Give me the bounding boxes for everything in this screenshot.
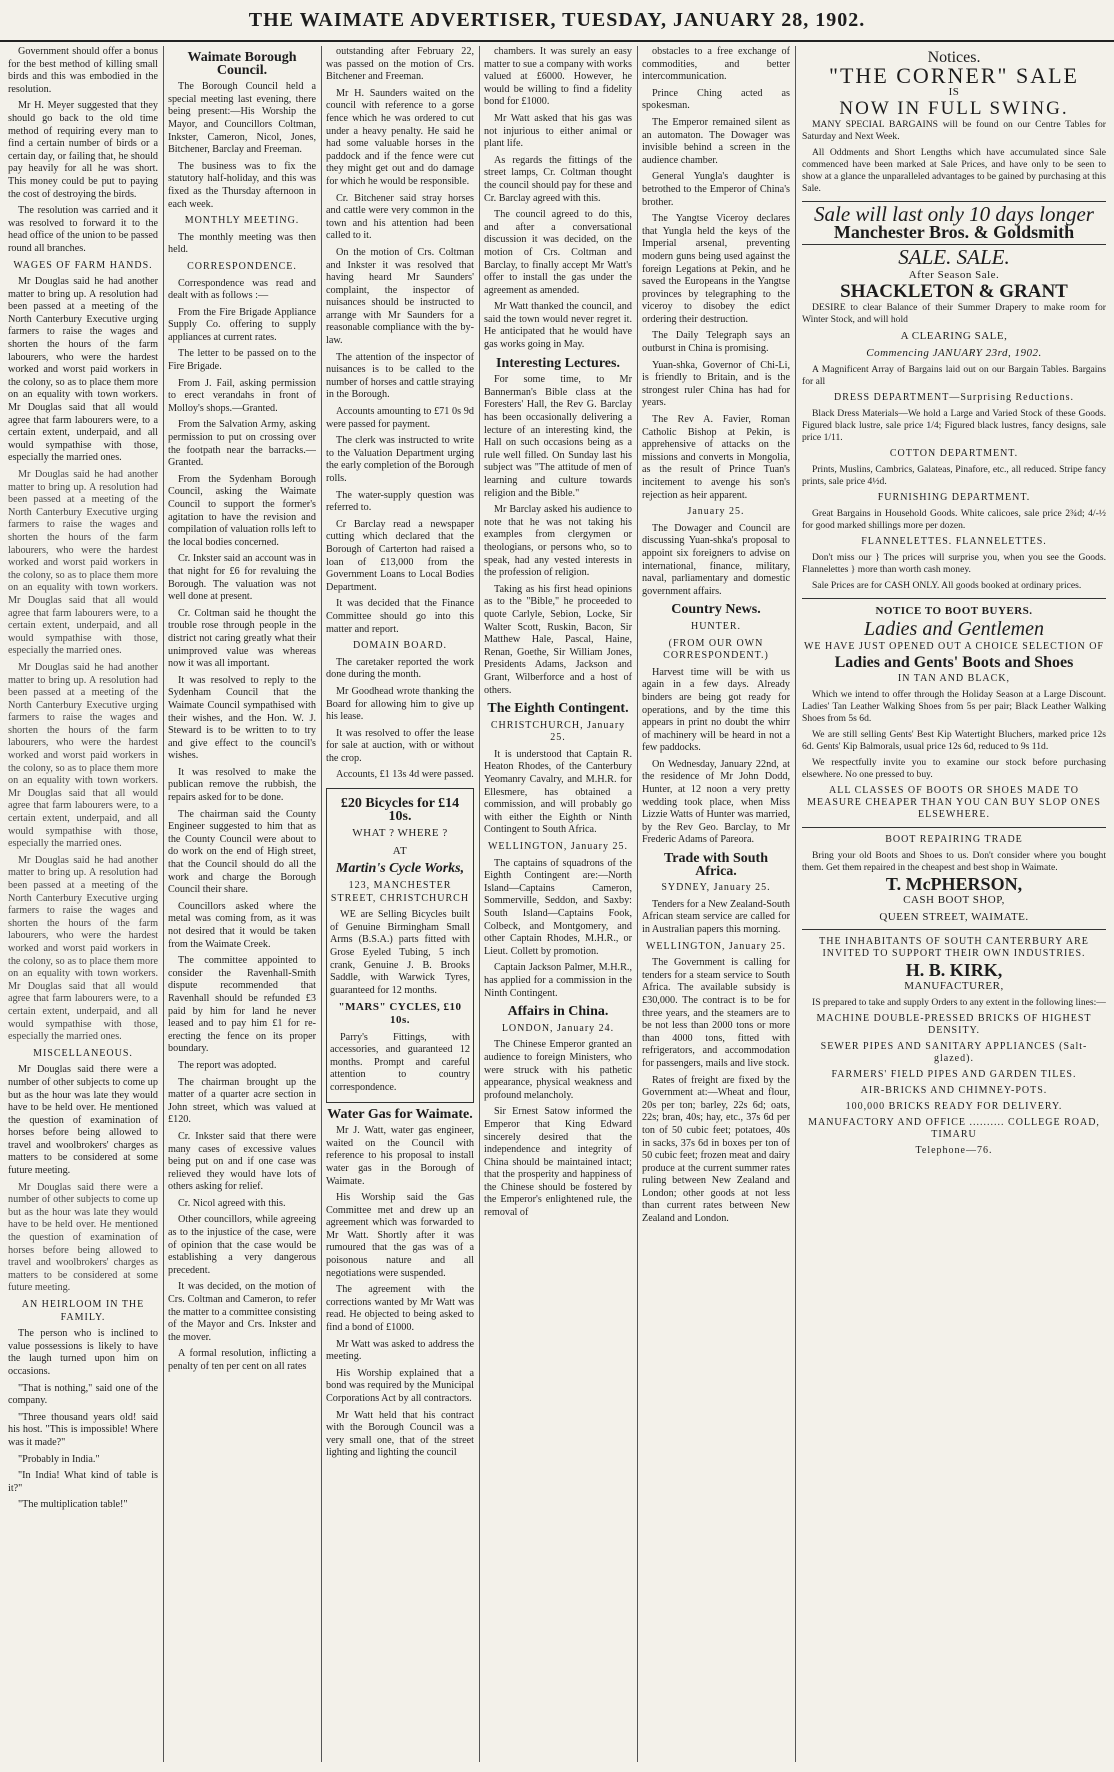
article-headline: Country News. — [671, 602, 761, 618]
corner-sale-headline: "THE CORNER" SALE — [829, 63, 1079, 88]
paragraph: The clerk was instructed to write to the Valuation Department urging the early completion of the Borough rolls. — [326, 435, 474, 484]
paragraph: The Chinese Emperor granted an audience to foreign Ministers, who were struck with his pathetic appearance, physical weakness and profound melancholy. — [484, 1039, 632, 1101]
section-heading: DOMAIN BOARD. — [352, 640, 448, 652]
column-divider — [637, 46, 638, 1762]
paragraph: Tenders for a New Zealand-South African steam service are called for in Australian papers this morning. — [642, 898, 790, 935]
paragraph: The Yangtse Viceroy declares that Yungla held the keys of the Imperial arsenal, preventing modern guns being used against the foreign Legations at Pekin, and he saved the Europeans in the Yangtse provinces by telegraphing to the viceroy to disobey the edict ordering their destruction. — [642, 213, 790, 325]
divider — [802, 929, 1106, 930]
dateline: WELLINGTON, January 25. — [487, 841, 628, 853]
section-heading: CORRESPONDENCE. — [187, 260, 297, 272]
paragraph: Mr Goodhead wrote thanking the Board for allowing him to give up his lease. — [326, 685, 474, 723]
corner-sale-is: IS — [948, 86, 960, 98]
paragraph: Cr. Inkster said an account was in that night for £6 for revaluing the Borough. The valuation was not well done at present. — [168, 553, 316, 603]
paragraph: Mr Douglas said there were a number of other subjects to come up but as the hour was late they would have to be held over. He mentioned the question of examination of horses before being allowed to travel and woolbrokers' charges as matters to be considered at some future meeting. — [8, 1064, 158, 1177]
kirk-telephone: Telephone—76. — [915, 1145, 993, 1156]
dateline: January 25. — [687, 506, 745, 518]
paragraph: Sir Ernest Satow informed the Emperor that King Edward sincerely desired that the independence and integrity of China should be maintained intact; that the prosperity and happiness of the Chinese should be fostered by the Emperor's enlightened rule, the removal of — [484, 1106, 632, 1219]
paragraph: Mr Watt asked that his gas was not injurious to either animal or plant life. — [484, 112, 632, 150]
paragraph: Cr. Coltman said he thought the trouble rose through people in the district not caring greatly what their unimproved value was whereas now it was all important. — [168, 607, 316, 670]
column-3 — [326, 46, 474, 1762]
paragraph: The captains of squadrons of the Eighth Contingent are:—North Island—Captains Cameron, Sommerville, Seddon, and Saxby: South Island—Captains Fook, Colbeck, and Montgomery, and other Captain Rhodes, M.H.R., or Lieut. Collett by promotion. — [484, 857, 632, 957]
column-divider — [163, 46, 164, 1762]
paragraph: The person who is inclined to value possessions is likely to have the laugh turned upon him on occasions. — [8, 1328, 158, 1377]
paragraph: Councillors asked where the metal was coming from, as it was not desired that it would be taken from the Waimate Creek. — [168, 900, 316, 950]
paragraph: It was decided, on the motion of Crs. Coltman and Cameron, to refer the matter to a committee consisting of the Mayor and Crs. Inkster and the mover. — [168, 1281, 316, 1343]
bicycle-advertisement — [326, 788, 474, 1102]
sale-duration-banner: Sale will last only 10 days longer — [814, 202, 1094, 226]
paragraph: Mr Watt was asked to address the meeting. — [326, 1338, 474, 1363]
ad-body: IS prepared to take and supply Orders to any extent in the following lines:— — [812, 997, 1106, 1008]
paragraph: "Three thousand years old! said his host. "This is impossible! Where was it made?" — [8, 1411, 158, 1448]
paragraph: Prince Ching acted as spokesman. — [642, 87, 790, 112]
ad-subhead: WHAT ? WHERE ? — [352, 827, 448, 840]
paragraph: Mr Watt thanked the council, and said the town would never regret it. He anticipated that he would have gas works going in May. — [484, 301, 632, 351]
column-5 — [642, 46, 790, 1762]
paragraph: The report was adopted. — [178, 1059, 277, 1071]
paragraph: Captain Jackson Palmer, M.H.R., has applied for a commission in the Ninth Contingent. — [484, 962, 632, 999]
paragraph: Mr Douglas said there were a number of other subjects to come up but as the hour was late they would have to be held over. He mentioned the question of examination of horses before being allowed to travel and woolbrokers' charges as matters to be considered at some future meeting. — [8, 1181, 158, 1294]
ad-body: Bring your old Boots and Shoes to us. Don't consider where you bought them. Get them repaired in the cheapest and best shop in Waimate. — [802, 850, 1106, 873]
paragraph: The Daily Telegraph says an outburst in China is promising. — [642, 330, 790, 355]
kirk-line: AIR-BRICKS AND CHIMNEY-POTS. — [860, 1085, 1048, 1096]
ad-tagline: "MARS" CYCLES, £10 10s. — [338, 1001, 462, 1026]
article-headline: Water Gas for Waimate. — [327, 1106, 473, 1122]
paragraph: Cr. Bitchener said stray horses and cattle were very common in the town and his attention had been called to it. — [326, 192, 474, 242]
section-heading: HUNTER. — [690, 620, 742, 632]
paragraph: His Worship explained that a bond was required by the Municipal Corporations Act by all contractors. — [326, 1367, 474, 1404]
section-heading: MISCELLANEOUS. — [33, 1047, 133, 1059]
department-heading: COTTON DEPARTMENT. — [889, 448, 1019, 459]
department-heading: FLANNELETTES. FLANNELETTES. — [861, 536, 1047, 547]
dateline: SYDNEY, January 25. — [661, 882, 771, 894]
paragraph: obstacles to a free exchange of commodities, and better intercommunication. — [642, 46, 790, 83]
paragraph: chambers. It was surely an easy matter to sue a company with works valued at £6000. However, he would be willing to find a fidelity bond for £1000. — [484, 46, 632, 108]
paragraph: Accounts amounting to £71 0s 9d were passed for payment. — [326, 406, 474, 430]
paragraph: The agreement with the corrections wanted by Mr Watt was read. He objected to being asked to find a bond of £1000. — [326, 1284, 474, 1334]
kirk-line: SEWER PIPES AND SANITARY APPLIANCES (Salt-glazed). — [820, 1041, 1088, 1064]
paragraph: The monthly meeting was then held. — [168, 231, 316, 256]
divider — [802, 827, 1106, 828]
made-to-measure-line: ALL CLASSES OF BOOTS OR SHOES MADE TO MEASURE CHEAPER THAN YOU CAN BUY SLOP ONES ELSEWHERE. — [807, 785, 1101, 820]
paragraph: Mr Douglas said he had another matter to bring up. A resolution had been passed at a meeting of the North Canterbury Executive urging farmers to raise the wages and shorten the hours of the farm labourers, who were the hardest worked and worst paid workers in the colony, so as to place them more on an equality with town workers. Mr Douglas said that all would agree that farm labourers were, to a certain extent, underpaid, and all would sympathise with those, especially the married ones. — [8, 661, 158, 850]
commencing-date: Commencing JANUARY 23rd, 1902. — [866, 347, 1042, 359]
inhabitants-line: THE INHABITANTS OF SOUTH CANTERBURY ARE INVITED TO SUPPORT THEIR OWN INDUSTRIES. — [819, 936, 1089, 959]
boot-repairing-heading: BOOT REPAIRING TRADE — [885, 834, 1023, 845]
paragraph: "In India! What kind of table is it?" — [8, 1470, 158, 1494]
paragraph: The resolution was carried and it was resolved to forward it to the head office of the union to be passed round all branches. — [8, 205, 158, 254]
paragraph: On the motion of Crs. Coltman and Inkster it was resolved that having heard Mr Saunders' complaint, the inspector of nuisances should be instructed to arrange with Mr Saunders for a reasonable compliance with the by-law. — [326, 246, 474, 347]
paragraph: General Yungla's daughter is betrothed to the Emperor of China's brother. — [642, 171, 790, 208]
ad-body: Black Dress Materials—We hold a Large and Varied Stock of these Goods. Figured black lustre, sale price 1/4; Figured black lustres, fancy designs, sale price 1/11. — [802, 408, 1106, 443]
article-headline: Trade with South Africa. — [664, 851, 768, 879]
paragraph: The chairman said the County Engineer suggested to him that as the County Council were about to do work on the end of High street, that the Council should do all the work and charge the Borough Council their share. — [168, 808, 316, 896]
column-2 — [168, 46, 316, 1762]
article-headline: Interesting Lectures. — [496, 355, 620, 371]
paragraph: The water-supply question was referred to. — [326, 489, 474, 514]
paragraph: Rates of freight are fixed by the Government at:—Wheat and flour, 20s per ton; barley, 22s 6d; oats, 22s; bran, 40s; hay, etc., 37s 6d per ton of 50 cubic feet; potatoes, 40s in sacks, 37s 6d in boxes per ton of 50 cubic feet; frozen meat and dairy produce at the current summer rates ruling between New Zealand and London; other goods at not less than current rates between New Zealand and London. — [642, 1074, 790, 1225]
dateline: WELLINGTON, January 25. — [645, 940, 786, 952]
paragraph: The Borough Council held a special meeting last evening, there being present:—His Worship the Mayor, and Councillors Coltman, Inkster, Cameron, Nicol, Jones, Bitchener, Barclay and Freeman. — [168, 81, 316, 156]
paragraph: Mr H. Meyer suggested that they should go back to the old time method of requiring every man to find a certain number of birds or a certain day, or failing that, he should pay heavily for all he was short. This money could be put to paying the cost of destroying the birds. — [8, 100, 158, 200]
ladies-gentlemen-heading: Ladies and Gentlemen — [864, 618, 1044, 640]
ad-body: Sale Prices are for CASH ONLY. All goods booked at ordinary prices. — [812, 580, 1082, 591]
kirk-subtitle: MANUFACTURER, — [904, 980, 1004, 992]
paragraph: A formal resolution, inflicting a penalty of ten per cent on all rates — [168, 1348, 316, 1372]
paragraph: The chairman brought up the matter of a quarter acre section in John street, which was valued at £120. — [168, 1076, 316, 1126]
paragraph: On Wednesday, January 22nd, at the residence of Mr John Dodd, Hunter, at 12 noon a very pretty wedding took place, when Miss Lizzie Watts of Hunter was married, by the Rev Geo. Barclay, to Mr Frederic Adams of Pareora. — [642, 758, 790, 846]
paragraph: The attention of the inspector of nuisances is to be called to the number of horses and cattle straying in the Borough. — [326, 351, 474, 401]
paragraph: Government should offer a bonus for the best method of killing small birds and this was embodied in the resolution. — [8, 46, 158, 95]
ad-body: Prints, Muslins, Cambrics, Galateas, Pinafore, etc., all reduced. Stripe fancy prints, sale price 4½d. — [802, 464, 1106, 487]
paragraph: The business was to fix the statutory half-holiday, and this was fixed as the Thursday afternoon in each week. — [168, 160, 316, 210]
boot-notice-heading: NOTICE TO BOOT BUYERS. — [875, 605, 1033, 617]
paragraph: "The multiplication table!" — [18, 1499, 128, 1511]
paragraph: The Emperor remained silent as an automaton. The Dowager was invisible behind a screen in the audience chamber. — [642, 116, 790, 166]
paragraph: As regards the fittings of the street lamps, Cr. Coltman thought the council should pay for these and Cr. Barclay agreed with this. — [484, 154, 632, 204]
paragraph: For some time, to Mr Bannerman's Bible class at the Foresters' Hall, the Rev G. Barclay has been occasionally delivering a lecture of an interesting kind, the Hall on such occasions being as a rule well filled. On Sunday last his subject was "The attitude of men of learning and culture towards religion and the Bible." — [484, 374, 632, 499]
ad-body: MANY SPECIAL BARGAINS will be found on our Centre Tables for Saturday and Next Week. — [802, 119, 1106, 142]
notices-title: Notices. — [927, 49, 981, 66]
sale-banner: SALE. SALE. — [898, 245, 1010, 269]
mcpherson-address: QUEEN STREET, WAIMATE. — [879, 911, 1029, 923]
kirk-line: FARMERS' FIELD PIPES AND GARDEN TILES. — [831, 1069, 1077, 1080]
ad-body: We are still selling Gents' Best Kip Watertight Bluchers, marked price 12s 6d. Gents' Kip Balmorals, usual price 12s 6d, reduced to 9s 11d. — [802, 729, 1106, 752]
paragraph: It was decided that the Finance Committee should go into this matter and report. — [326, 598, 474, 635]
mcpherson-shop: CASH BOOT SHOP, — [903, 894, 1005, 906]
kirk-address: MANUFACTORY AND OFFICE .......... COLLEGE ROAD, TIMARU — [808, 1117, 1100, 1140]
article-headline: The Eighth Contingent. — [487, 701, 629, 717]
paragraph: Other councillors, while agreeing as to the injustice of the case, were of opinion that the case would be establishing a very dangerous precedent. — [168, 1214, 316, 1276]
after-season: After Season Sale. — [908, 269, 1000, 281]
paragraph: Cr Barclay read a newspaper cutting which declared that the Borough of Carterton had raised a loan of £13,000 from the Government Loans to Local Bodies Department. — [326, 518, 474, 593]
paragraph: "Probably in India." — [18, 1453, 100, 1465]
divider — [802, 598, 1106, 599]
column-divider — [321, 46, 322, 1762]
paragraph: It is understood that Captain R. Heaton Rhodes, of the Canterbury Yeomanry Cavalry, and M.H.R. for Ellesmere, has obtained a commission, and will probably go with either the Eighth or Ninth Contingent to South Africa. — [484, 748, 632, 836]
article-headline: Affairs in China. — [507, 1004, 609, 1020]
paragraph: Correspondence was read and dealt with as follows :— — [168, 277, 316, 302]
paragraph: Mr H. Saunders waited on the council with reference to a gorse fence which he was ordered to cut under a heavy penalty. He said he had some valuable horses in the paddock and if the fence were cut they might get out and do damage for which he would be responsible. — [326, 87, 474, 187]
paragraph: Cr. Inkster said that there were many cases of excessive values being put on and if one case was relieved they would have lots of others asking for relief. — [168, 1130, 316, 1193]
column-divider — [795, 46, 796, 1762]
kirk-name: H. B. KIRK, — [905, 960, 1003, 980]
department-heading: DRESS DEPARTMENT—Surprising Reductions. — [834, 392, 1074, 403]
article-headline: Waimate Borough Council. — [187, 50, 297, 78]
column-4 — [484, 46, 632, 1762]
ad-body: We respectfully invite you to examine our stock before purchasing elsewhere. No one pressed to buy. — [802, 757, 1106, 780]
paragraph: Mr Watt held that his contract with the Borough Council was a very small one, that of the street lighting and lighting the council — [326, 1409, 474, 1459]
mcpherson-name: T. McPHERSON, — [885, 874, 1023, 894]
ad-body: Which we intend to offer through the Holiday Season at a Large Discount. Ladies' Tan Leather Walking Shoes from 5s per pair; Black Leather Walking Shoes from 5s 6d. — [802, 689, 1106, 724]
section-heading: MONTHLY MEETING. — [184, 215, 300, 227]
paragraph: Mr Barclay asked his audience to note that he was not taking his examples from clergymen or theologians, or persons who, so to speak, had any vested interests in the profession of religion. — [484, 504, 632, 579]
paragraph: It was resolved to offer the lease for sale at auction, with or without the crop. — [326, 727, 474, 764]
paragraph: From J. Fail, asking permission to erect verandahs in front of Molloy's shops.—Granted. — [168, 377, 316, 414]
paragraph: outstanding after February 22, was passed on the motion of Crs. Bitchener and Freeman. — [326, 46, 474, 83]
ad-headline: £20 Bicycles for £14 10s. — [340, 796, 460, 824]
paragraph: From the Fire Brigade Appliance Supply Co. offering to supply appliances at current rates. — [168, 306, 316, 343]
ad-body: WE are Selling Bicycles built of Genuine Birmingham Small Arms (B.S.A.) parts fitted with Grose Eyeled Tubing, 5 inch crank, Genuine J. B. Brooks Saddle, with Warwick Tyres, guaranteed for 12 months. — [330, 909, 470, 996]
ad-body: Great Bargains in Household Goods. White calicoes, sale price 2¾d; 4/-½ for good marked shillings more per dozen. — [802, 508, 1106, 531]
paragraph: The Dowager and Council are discussing Yuan-shka's proposal to appoint six foreigners to advise on international, finance, military, naval, parliamentary and domestic government affairs. — [642, 522, 790, 597]
paragraph: From the Salvation Army, asking permission to put on crossing over the footpath near the barracks.—Granted. — [168, 419, 316, 469]
paragraph: The committee appointed to consider the Ravenhall-Smith dispute recommended that Ravenhall should be refunded £3 paid by him for land he never leased and to pay him £1 for re-erecting the fence on its proper boundary. — [168, 955, 316, 1055]
section-heading: WAGES OF FARM HANDS. — [13, 259, 153, 271]
ad-body: A Magnificent Array of Bargains laid out on our Bargain Tables. Bargains for all — [802, 364, 1106, 387]
ad-company: Martin's Cycle Works, — [335, 861, 465, 877]
paragraph: It was resolved to reply to the Sydenham Council that the Waimate Council sympathised with their wishes, and the Hon. W. J. Steward is to be written to to try and give effect to the council's wishes. — [168, 674, 316, 762]
masthead — [0, 0, 1114, 42]
paragraph: Mr Douglas said he had another matter to bring up. A resolution had been passed at a meeting of the North Canterbury Executive urging farmers to raise the wages and shorten the hours of the farm labourers, who were the hardest worked and worst paid workers in the colony, so as to place them more on an equality with town workers. Mr Douglas said that all would agree that farm labourers were, to a certain extent, underpaid, and all would sympathise with those, especially the married ones. — [8, 854, 158, 1043]
paragraph: The caretaker reported the work done during the month. — [326, 656, 474, 681]
ad-at: AT — [392, 844, 408, 857]
paragraph: His Worship said the Gas Committee met and drew up an agreement which was forwarded to Mr Watt. Shortly after it was rumoured that the gas was of a poisonous nature and all negotiations were suspended. — [326, 1192, 474, 1279]
clearing-sale: A CLEARING SALE, — [900, 330, 1008, 342]
column-1 — [8, 46, 158, 1762]
paragraph: The Rev A. Favier, Roman Catholic Bishop at Pekin, is apprehensive of attacks on the missions and converts in Mongolia, as the result of Prince Tuan's incitement to avenge his son's rejection as heir apparent. — [642, 414, 790, 501]
ad-address: 123, MANCHESTER STREET, CHRISTCHURCH — [330, 880, 470, 904]
paragraph: Mr Douglas said he had another matter to bring up. A resolution had been passed at a meeting of the North Canterbury Executive urging farmers to raise the wages and shorten the hours of the farm labourers, who were the hardest worked and worst paid workers in the colony, so as to place them more on an equality with town workers. Mr Douglas said that all would agree that farm labourers were, to a certain extent, underpaid, and all would sympathise with those, especially the married ones. — [8, 276, 158, 464]
masthead-title: THE WAIMATE ADVERTISER, TUESDAY, JANUARY 28, 1902. — [248, 8, 866, 31]
paragraph: It was resolved to make the publican remove the rubbish, the repairs asked for to be done. — [168, 766, 316, 804]
paragraph: Mr J. Watt, water gas engineer, waited on the Council with reference to his proposal to install water gas in the Borough of Waimate. — [326, 1125, 474, 1187]
paragraph: Harvest time will be with us again in a few days. Already binders are being got ready for operations, and by the time this appears in print no doubt the whirr of machinery will be heard in not a few paddocks. — [642, 666, 790, 754]
paragraph: Mr Douglas said he had another matter to bring up. A resolution had been passed at a meeting of the North Canterbury Executive urging farmers to raise the wages and shorten the hours of the farm labourers, who were the hardest worked and worst paid workers in the colony, so as to place them more on an equality with town workers. Mr Douglas said that all would agree that farm labourers were, to a certain extent, underpaid, and all would sympathise with those, especially the married ones. — [8, 469, 158, 657]
kirk-line: 100,000 BRICKS READY FOR DELIVERY. — [845, 1101, 1063, 1112]
paragraph: The council agreed to do this, and after a conversational discussion it was decided, on the motion of Crs. Coltman and Barclay, to finally accept Mr Watt's offer to install the gas under the agreement as amended. — [484, 209, 632, 296]
section-heading: AN HEIRLOOM IN THE FAMILY. — [21, 1299, 145, 1323]
department-heading: FURNISHING DEPARTMENT. — [877, 492, 1031, 503]
opened-line: WE HAVE JUST OPENED OUT A CHOICE SELECTION OF — [803, 641, 1104, 652]
paragraph: Cr. Nicol agreed with this. — [178, 1197, 286, 1209]
paragraph: "That is nothing," said one of the company. — [8, 1382, 158, 1407]
full-swing-headline: NOW IN FULL SWING. — [839, 98, 1069, 119]
kirk-line: MACHINE DOUBLE-PRESSED BRICKS OF HIGHEST DENSITY. — [816, 1013, 1092, 1036]
paragraph: Accounts, £1 13s 4d were passed. — [336, 769, 474, 781]
paragraph: Yuan-shka, Governor of Chi-Li, is friendly to Britain, and is the strongest ruler China has had for years. — [642, 359, 790, 409]
ad-footer: Parry's Fittings, with accessories, and guaranteed 12 months. Prompt and careful attention to country correspondence. — [330, 1031, 470, 1093]
ad-body: All Oddments and Short Lengths which have accumulated since Sale commenced have been marked at Sale Prices, and have only to be seen to show at a glance the unparalleled advantages to be gained by purchasing at this Sale. — [802, 147, 1106, 194]
paragraph: Taking as his first head opinions as to the "Bible," he proceeded to quote Carlyle, Sebion, Locke, Sir Walter Scott, Ruskin, Bacon, Sir Matthew Hale, Pascal, Haine, Renan, Goethe, Sir William Jones, Presidents Adams, Jackson and Grant, Wilberforce and a host of others. — [484, 583, 632, 696]
firm-name: Manchester Bros. & Goldsmith — [833, 222, 1075, 242]
tan-black-line: IN TAN AND BLACK, — [897, 673, 1011, 684]
ad-body: Don't miss our } The prices will surprise you, when you see the Goods. Flannelettes } more than worth cash money. — [802, 552, 1106, 575]
shackleton-grant-name: SHACKLETON & GRANT — [840, 281, 1068, 302]
ad-body: DESIRE to clear Balance of their Summer Drapery to make room for Winter Stock, and will hold — [802, 302, 1106, 325]
byline: (FROM OUR OWN CORRESPONDENT.) — [663, 637, 769, 662]
column-divider — [479, 46, 480, 1762]
paragraph: From the Sydenham Borough Council, asking the Waimate Council to support the former's agitation to have the revision and compilation of valuation rolls left to the local bodies concerned. — [168, 473, 316, 548]
paragraph: The Government is calling for tenders for a steam service to South Africa. The available subsidy is £30,000. The contract is to be for three years, and the steamers are to be not less than 2000 tons or more than 4000 tons, fitted with refrigerators, and accommodation for passengers, mails and live stock. — [642, 957, 790, 1069]
paragraph: The letter to be passed on to the Fire Brigade. — [168, 348, 316, 373]
dateline: CHRISTCHURCH, January 25. — [490, 719, 626, 744]
notices-column — [802, 46, 1106, 1762]
boots-shoes-heading: Ladies and Gents' Boots and Shoes — [834, 654, 1074, 671]
dateline: LONDON, January 24. — [501, 1022, 615, 1034]
